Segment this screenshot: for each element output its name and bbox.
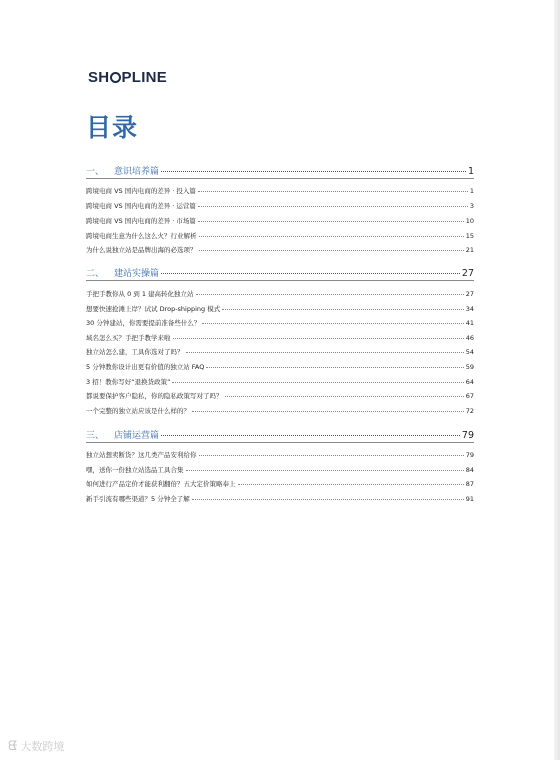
- entry-page: 34: [465, 305, 474, 313]
- dot-leader: [196, 294, 464, 295]
- dot-leader: [198, 221, 464, 222]
- toc-entry[interactable]: [86, 347, 474, 356]
- entry-title: 5 分钟教你设计出更有价值的独立站 FAQ: [86, 363, 205, 371]
- section-page: 27: [461, 268, 474, 279]
- logo-text-start: SH: [88, 69, 110, 86]
- dot-leader: [186, 352, 464, 353]
- dot-leader: [199, 250, 464, 251]
- dot-leader: [238, 484, 464, 485]
- entry-page: 54: [465, 348, 474, 356]
- dot-leader: [222, 309, 463, 310]
- entry-page: 21: [465, 246, 474, 254]
- dot-leader: [199, 455, 464, 456]
- toc-entry[interactable]: [86, 479, 474, 488]
- section-divider: [86, 442, 474, 443]
- dot-leader: [186, 470, 464, 471]
- toc-entry[interactable]: [86, 362, 474, 371]
- entry-title: 独立站想卖断货？这几类产品安利给你: [86, 451, 197, 459]
- section-number: 二、: [86, 269, 105, 279]
- entry-title: 新手引流有哪些渠道？5 分钟全了解: [86, 495, 190, 503]
- toc-entry[interactable]: [86, 450, 474, 459]
- section-title: 意识培养篇: [114, 167, 160, 177]
- toc-entry[interactable]: [86, 377, 474, 386]
- section-page: 79: [461, 430, 474, 441]
- entry-title: 都说要保护客户隐私，你的隐私政策写对了吗？: [86, 392, 223, 400]
- toc-entry[interactable]: [86, 231, 474, 240]
- toc-entry[interactable]: [86, 216, 474, 225]
- section-title: 店铺运营篇: [114, 431, 160, 441]
- entry-title: 30 分钟建站，你需要提前准备些什么？: [86, 319, 201, 327]
- dot-leader: [206, 367, 463, 368]
- watermark-logo-icon: ᘀ: [8, 738, 18, 754]
- toc-section-1[interactable]: [86, 164, 474, 177]
- entry-page: 41: [465, 319, 474, 327]
- entry-page: 84: [465, 466, 474, 474]
- entry-title: 想要快速抢滩上岸？试试 Drop-shipping 模式: [86, 305, 221, 313]
- toc-entry[interactable]: [86, 465, 474, 474]
- entry-title: 3 招！教你写好“退换货政策”: [86, 378, 171, 386]
- dot-leader: [192, 411, 464, 412]
- entry-title: 手把手教你从 0 到 1 建高转化独立站: [86, 290, 194, 298]
- toc-section-3[interactable]: [86, 428, 474, 441]
- entry-page: 46: [465, 334, 474, 342]
- dot-leader: [173, 338, 464, 339]
- toc-entry[interactable]: [86, 406, 474, 415]
- entry-title: 跨境电商 VS 国内电商的差异 · 市场篇: [86, 217, 196, 225]
- toc-entry[interactable]: [86, 201, 474, 210]
- entry-page: 87: [465, 480, 474, 488]
- toc-entry[interactable]: [86, 318, 474, 327]
- entry-page: 27: [465, 290, 474, 298]
- toc-entry[interactable]: [86, 494, 474, 503]
- section-divider: [86, 280, 474, 281]
- section-number: 三、: [86, 431, 105, 441]
- entry-page: 72: [465, 407, 474, 415]
- toc-entry[interactable]: [86, 304, 474, 313]
- logo-o-mark-icon: [110, 72, 121, 83]
- entry-page: 91: [465, 495, 474, 503]
- toc-entry[interactable]: [86, 186, 474, 195]
- toc-entry[interactable]: [86, 333, 474, 342]
- entry-page: 3: [469, 202, 474, 210]
- dot-leader: [225, 396, 464, 397]
- entry-page: 79: [465, 451, 474, 459]
- dot-leader: [161, 435, 460, 436]
- section-page: 1: [467, 166, 474, 177]
- section-title: 建站实操篇: [114, 269, 160, 279]
- entry-page: 10: [465, 217, 474, 225]
- entry-title: 域名怎么买？手把手教学来啦: [86, 334, 171, 342]
- entry-title: 跨境电商 VS 国内电商的差异 · 运营篇: [86, 202, 196, 210]
- logo-text-end: PLINE: [121, 69, 168, 86]
- entry-page: 64: [465, 378, 474, 386]
- shopline-logo: [88, 69, 167, 86]
- toc-entry[interactable]: [86, 245, 474, 254]
- entry-title: 独立站怎么建，工具你选对了吗？: [86, 348, 184, 356]
- section-divider: [86, 178, 474, 179]
- page-edge: [554, 0, 560, 760]
- dot-leader: [192, 499, 464, 500]
- entry-page: 59: [465, 363, 474, 371]
- dot-leader: [172, 382, 463, 383]
- entry-title: 为什么说独立站是品牌出海的必选项？: [86, 246, 197, 254]
- dot-leader: [199, 236, 464, 237]
- watermark-text: 大数跨境: [20, 740, 65, 753]
- dot-leader: [161, 171, 466, 172]
- dot-leader: [161, 273, 460, 274]
- dot-leader: [202, 323, 463, 324]
- entry-title: 一个完整的独立站应该是什么样的？: [86, 407, 190, 415]
- entry-title: 跨境电商 VS 国内电商的差异 · 投入篇: [86, 187, 196, 195]
- toc-entry[interactable]: [86, 391, 474, 400]
- entry-title: 跨境电商生意为什么这么火？行业解析: [86, 232, 197, 240]
- entry-title: 嘿，送你一份独立站选品工具合集: [86, 466, 184, 474]
- toc-entry[interactable]: [86, 289, 474, 298]
- entry-page: 15: [465, 232, 474, 240]
- watermark: [8, 738, 64, 754]
- toc-section-2[interactable]: [86, 266, 474, 279]
- dot-leader: [198, 206, 468, 207]
- entry-page: 67: [465, 392, 474, 400]
- entry-page: 1: [469, 187, 474, 195]
- dot-leader: [198, 191, 468, 192]
- section-number: 一、: [86, 167, 105, 177]
- page-title: 目录: [86, 113, 139, 142]
- entry-title: 如何进行产品定价才能获利翻倍？五大定价策略奉上: [86, 480, 236, 488]
